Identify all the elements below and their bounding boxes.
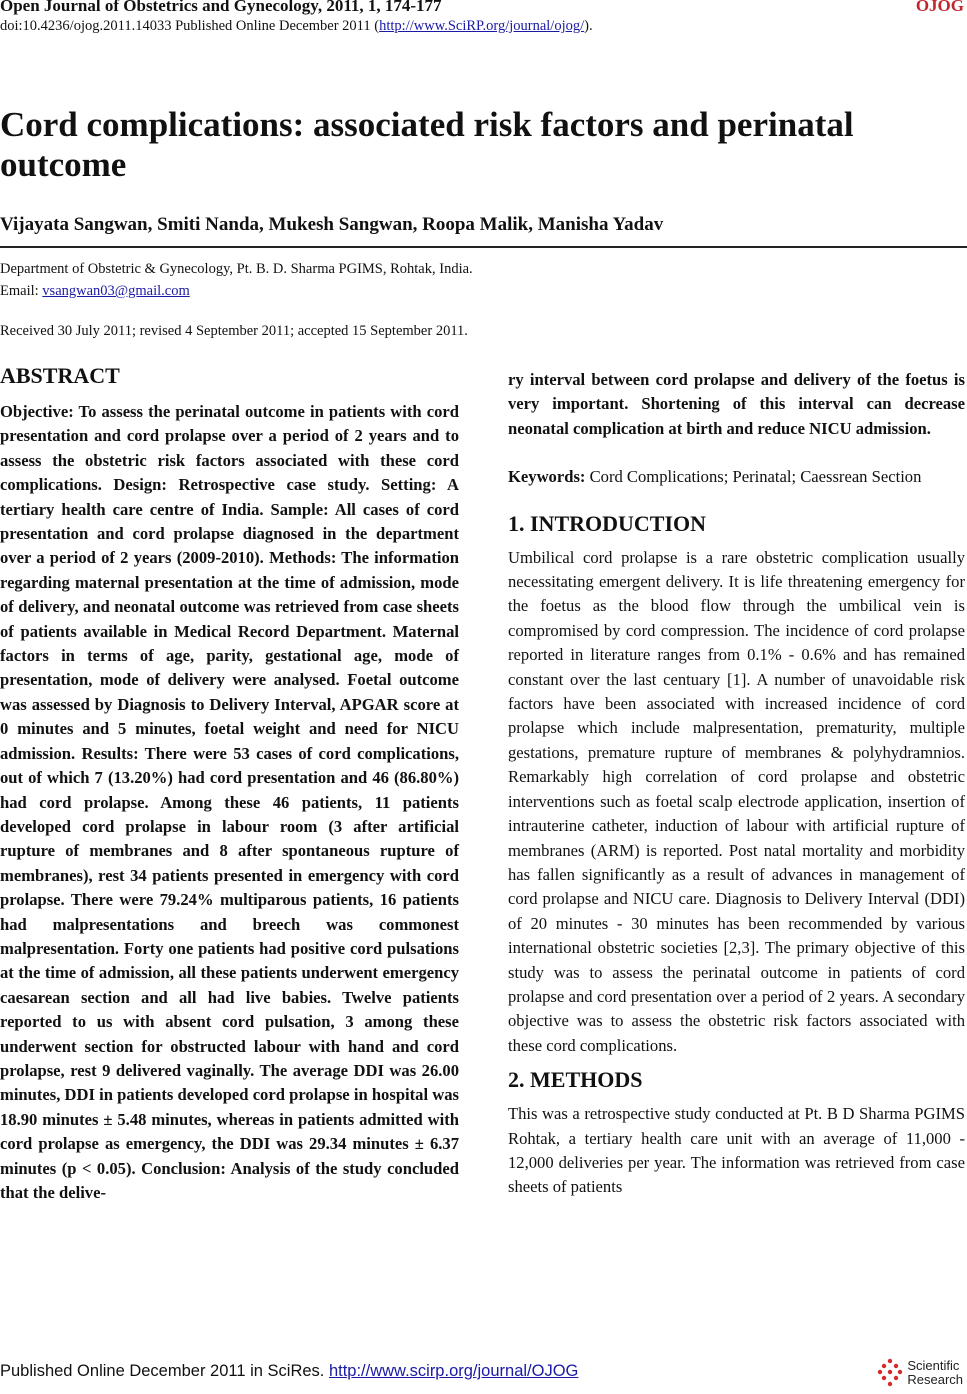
methods-text: This was a retrospective study conducted at Pt. B D Sharma PGIMS Rohtak, a tertiary health care unit with an average of 11,000 - 12,000 deliveries per year. The information was retrieved from case sheets of patients — [508, 1104, 965, 1197]
section-heading-methods: 2. METHODS — [508, 1067, 643, 1093]
keywords-label: Keywords: — [508, 467, 586, 487]
abstract-continuation: ry interval between cord prolapse and delivery of the foetus is very important. Shortening of this interval can decrease neonatal complication at birth and reduce NICU admission. — [508, 370, 965, 438]
footer-journal-link[interactable]: http://www.scirp.org/journal/OJOG — [328, 1362, 579, 1380]
logo-line-2: Research — [907, 1372, 963, 1387]
received-dates: Received 30 July 2011; revised 4 September 2011; accepted 15 September 2011. — [0, 323, 468, 339]
keywords — [508, 465, 965, 489]
email-line — [0, 283, 190, 300]
right-column — [508, 368, 965, 1200]
abstract-text: Objective: To assess the perinatal outcome in patients with cord presentation and cord prolapse over a period of 2 years and to assess the obstetric risk factors associated with these cord complications. Design: Retrospective case study. Setting: A tertiary health care centre of India. Sample: All cases of cord presentation and cord prolapse diagnosed in the department over a period of 2 years (2009-2010). Methods: The information regarding maternal presentation at the time of admission, mode of delivery, and neonatal outcome was retrieved from case sheets of patients available in Medical Record Department. Maternal factors in terms of age, parity, gestational age, mode of presentation, mode of delivery were analysed. Foetal outcome was assessed by Diagnosis to Delivery Interval, APGAR score at 0 minutes and 5 minutes, foetal weight and need for NICU admission. Results: There were 53 cases of cord complications, out of which 7 (13.20%) had cord presentation and 46 (86.80%) had cord prolapse. Among these 46 patients, 11 patients developed cord prolapse in labour room (3 after artificial rupture of membranes and 8 after spontaneous rupture of membranes), rest 34 patients presented in emergency with cord prolapse. There were 79.24% multiparous patients, 16 patients had malpresentations and breech was commonest malpresentation. Forty one patients had positive cord pulsations at the time of admission, all these patients underwent emergency caesarean section and all had live babies. Twelve patients reported to us with absent cord pulsation, 3 among these underwent section for obstructed labour with hand and cord prolapse, rest 9 delivered vaginally. The average DDI was 26.00 minutes, DDI in patients developed cord prolapse in hospital was 18.90 minutes ± 5.48 minutes, whereas in patients admitted with cord prolapse as emergency, the DDI was 29.34 minutes ± 6.37 minutes (p < 0.05). Conclusion: Analysis of the study concluded that the delive- — [0, 402, 459, 1202]
journal-citation: Open Journal of Obstetrics and Gynecology, 2011, 1, 174-177 — [0, 0, 442, 15]
section-heading-introduction: 1. INTRODUCTION — [508, 510, 707, 536]
footer-text: Published Online December 2011 in SciRes. — [0, 1362, 329, 1380]
journal-abbreviation: OJOG — [915, 0, 964, 15]
doi-line — [0, 18, 593, 35]
doi-suffix: ). — [584, 18, 593, 34]
doi-text: doi:10.4236/ojog.2011.14033 Published Online December 2011 ( — [0, 18, 380, 34]
scientific-research-logo-icon — [877, 1358, 903, 1388]
article-title: Cord complications: associated risk factors and perinatal outcome — [0, 105, 854, 184]
affiliation: Department of Obstetric & Gynecology, Pt. B. D. Sharma PGIMS, Rohtak, India. — [0, 261, 473, 277]
logo-line-1: Scientific — [907, 1358, 960, 1373]
journal-url-link[interactable]: http://www.SciRP.org/journal/ojog/ — [379, 18, 585, 34]
footer — [0, 1362, 578, 1381]
email-link[interactable]: vsangwan03@gmail.com — [42, 283, 190, 299]
logo-wordmark — [907, 1359, 963, 1387]
email-label: Email: — [0, 283, 43, 299]
keywords-text: Cord Complications; Perinatal; Caessrean Section — [585, 467, 922, 487]
abstract-heading: ABSTRACT — [0, 363, 120, 388]
title-divider — [0, 246, 967, 248]
introduction-text: Umbilical cord prolapse is a rare obstetric complication usually necessitating emergent delivery. It is life threatening emergency for the foetus as the blood flow through the umbilical vein is compromised by cord compression. The incidence of cord prolapse reported in literature ranges from 0.1% - 0.6% and has remained constant over the last centuary [1]. A number of unavoidable risk factors have been associated with increased incidence of cord prolapse which include malpresentation, prematurity, multiple gestations, premature rupture of membranes & polyhydramnios. Remarkably high correlation of cord prolapse and obstetric interventions such as foetal scalp electrode application, insertion of intrauterine catheter, induction of labour with artificial rupture of membranes (ARM) is reported. Post natal mortality and morbidity has fallen significantly as a result of advances in management of cord prolapse and NICU care. Diagnosis to Delivery Interval (DDI) of 20 minutes - 30 minutes has been recommended by various international obstetric societies [2,3]. The primary objective of this study was to assess the perinatal outcome in patients of cord prolapse and cord presentation over a period of 2 years. A secondary objective was to assess the obstetric risk factors associated with these cord complications. — [508, 547, 965, 1055]
author-list: Vijayata Sangwan, Smiti Nanda, Mukesh Sangwan, Roopa Malik, Manisha Yadav — [0, 214, 664, 235]
left-column — [0, 362, 459, 1205]
publisher-logo — [877, 1358, 963, 1388]
